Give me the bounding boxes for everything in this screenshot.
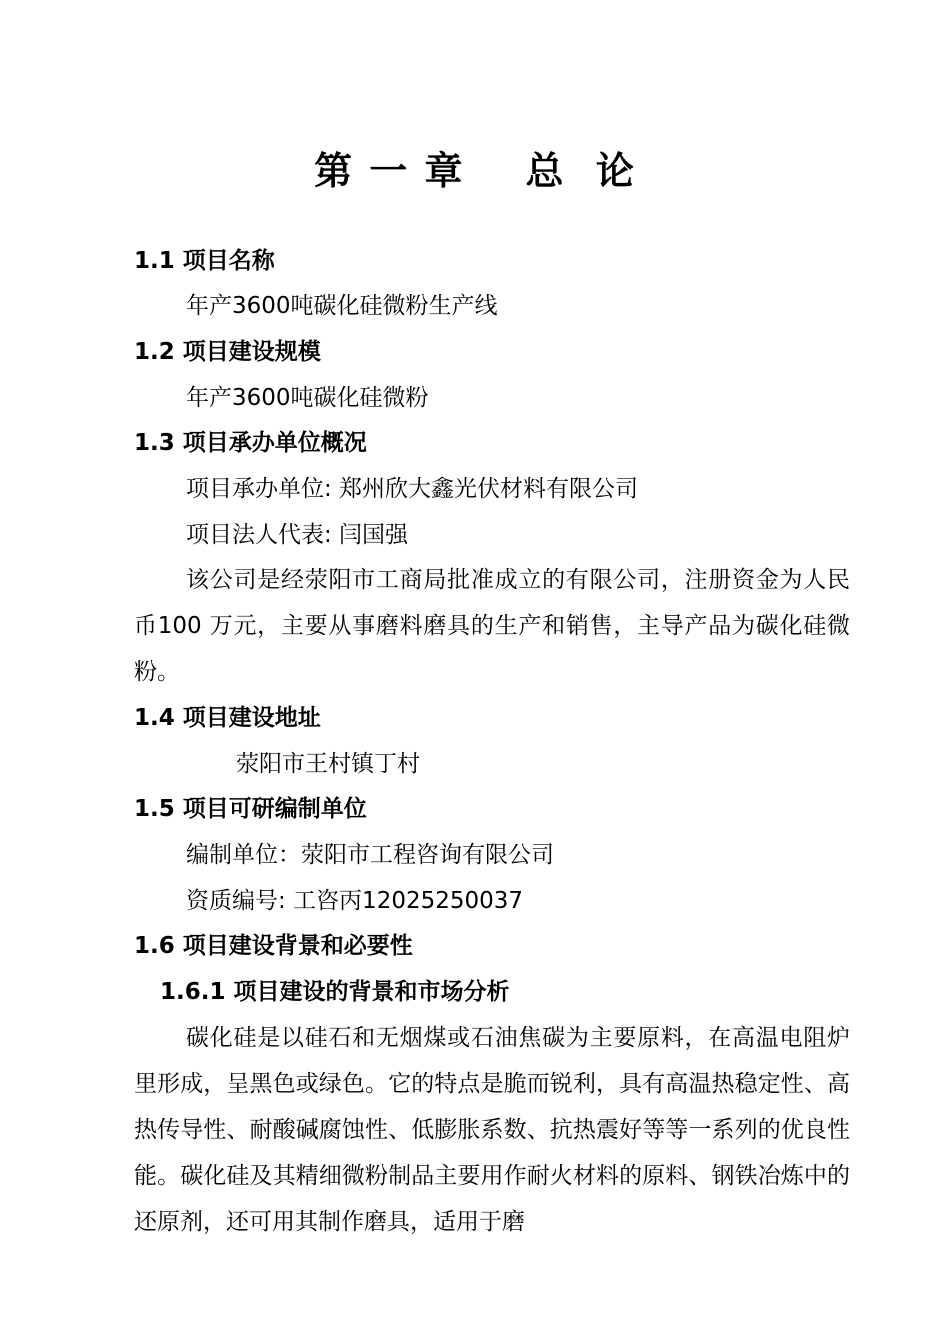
compiling-unit: 编制单位：荥阳市工程咨询有限公司 (186, 842, 554, 868)
section-heading-1-2: 1.2 项目建设规模 (134, 339, 321, 365)
section-heading-1-6: 1.6 项目建设背景和必要性 (134, 933, 413, 959)
background-paragraph: 碳化硅是以硅石和无烟煤或石油焦碳为主要原料，在高温电阻炉里形成，呈黑色或绿色。它的特点是脆而锐利，具有高温热稳定性、高热传导性、耐酸碱腐蚀性、低膨胀系数、抗热震好等等一系列的优良性能。碳化硅及其精细微粉制品主要用作耐火材料的原料、钢铁冶炼中的还原剂，还可用其制作磨具，适用于磨 (134, 1025, 850, 1235)
section-heading-1-1: 1.1 项目名称 (134, 248, 275, 274)
chapter-title: 第 一 章 总 论 (314, 149, 636, 193)
undertaking-unit: 项目承办单位: 郑州欣大鑫光伏材料有限公司 (186, 476, 639, 502)
section-heading-1-4: 1.4 项目建设地址 (134, 705, 321, 731)
section-heading-1-3: 1.3 项目承办单位概况 (134, 430, 367, 456)
legal-representative: 项目法人代表: 闫国强 (186, 522, 409, 548)
construction-address: 荥阳市王村镇丁村 (236, 751, 420, 777)
subsection-heading-1-6-1: 1.6.1 项目建设的背景和市场分析 (160, 979, 510, 1005)
company-paragraph: 该公司是经荥阳市工商局批准成立的有限公司，注册资金为人民币100 万元，主要从事磨料磨具的生产和销售，主导产品为碳化硅微粉。 (134, 567, 850, 685)
qualification-number: 资质编号: 工咨丙12025250037 (186, 888, 524, 914)
project-scale: 年产3600吨碳化硅微粉 (186, 385, 429, 411)
section-heading-1-5: 1.5 项目可研编制单位 (134, 796, 367, 822)
project-name: 年产3600吨碳化硅微粉生产线 (186, 293, 498, 319)
